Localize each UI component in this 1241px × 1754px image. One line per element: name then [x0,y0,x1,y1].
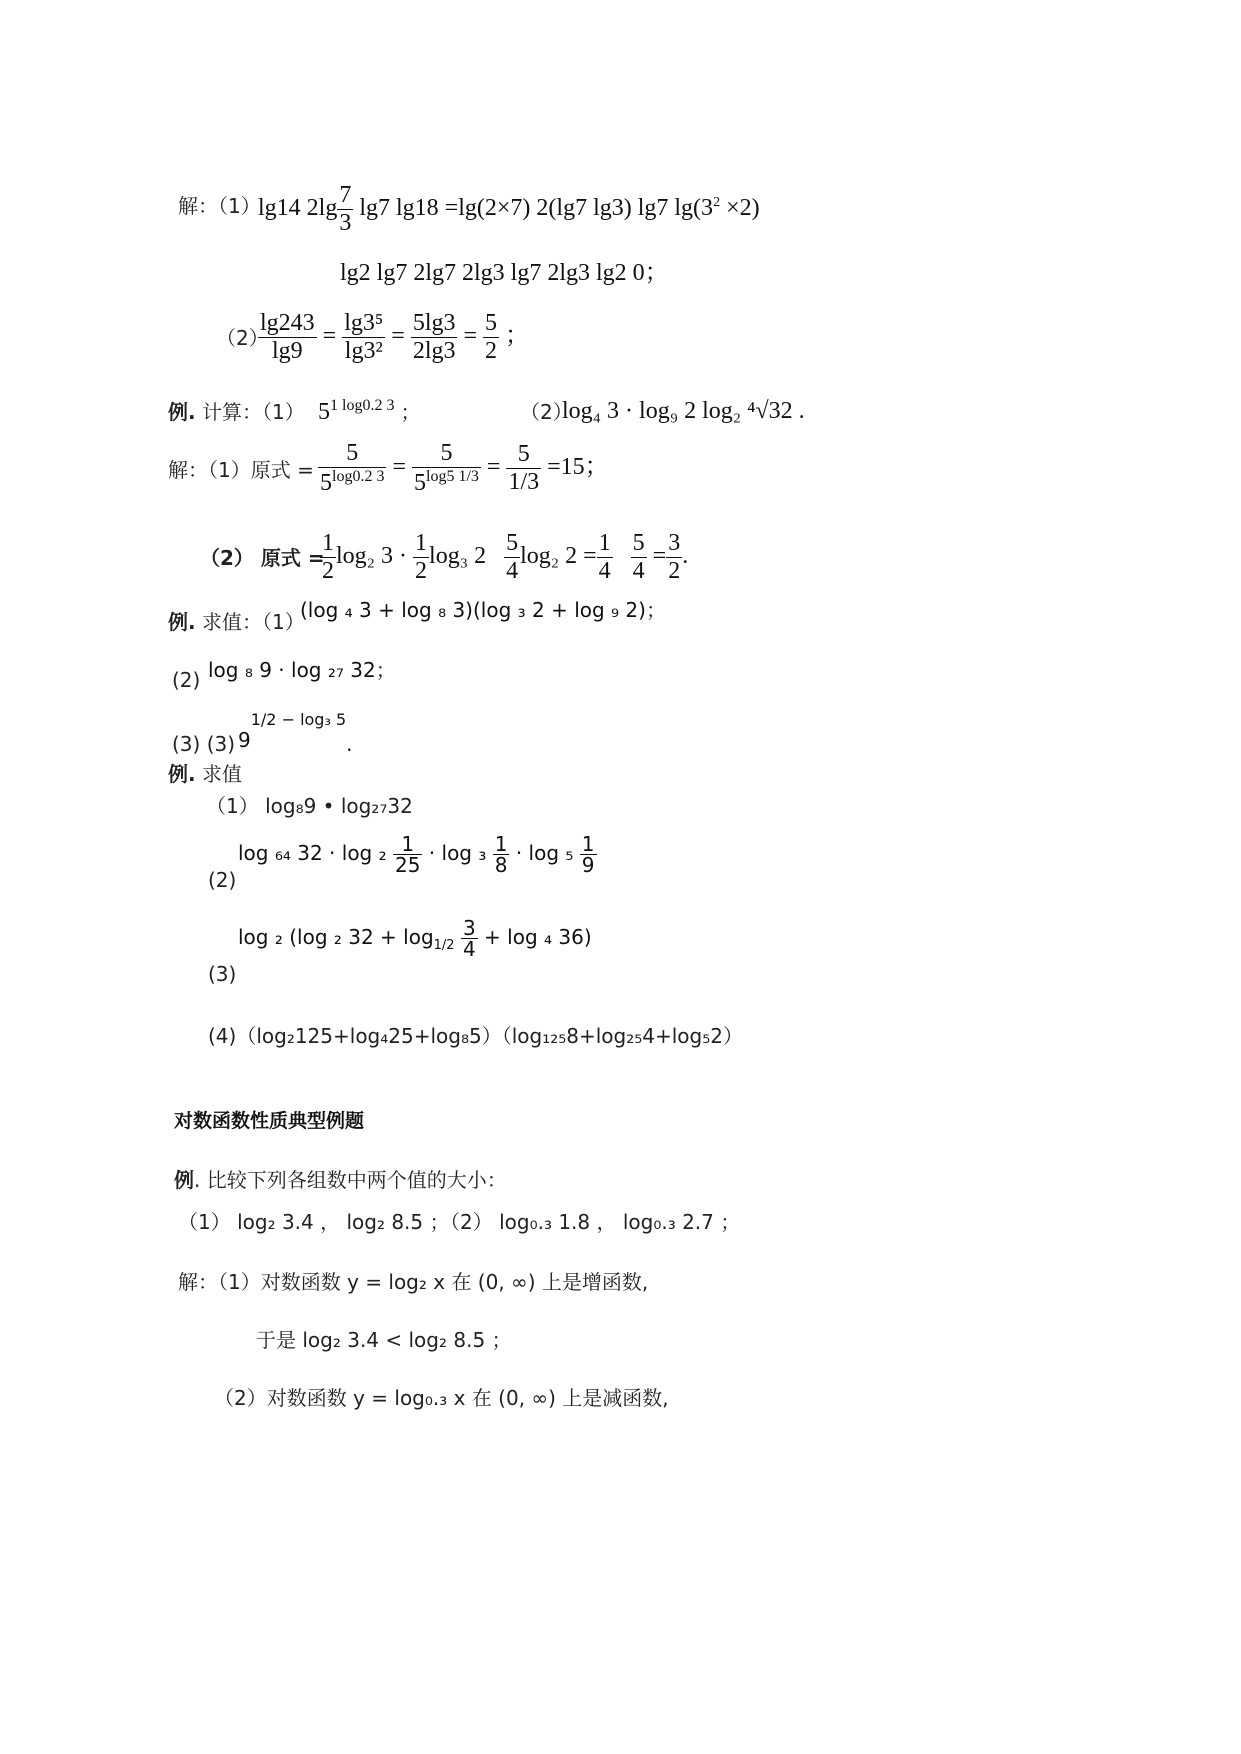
numerator: lg243 [260,310,315,336]
denominator: $5^{log0.2 3}$ [320,468,385,496]
expr-part: lg14 2lg [258,195,338,222]
solution3-label: 解：（1）原式 = [168,458,314,482]
item-1: （1） log₈9 • log₂₇32 [206,794,413,818]
numerator: 5 [412,440,481,468]
example-4 [174,1170,507,1190]
example-1-expr2: log₄ 3 · log₉ 2 log₂ ⁴√32 . [562,398,805,424]
denominator: lg9 [272,338,303,364]
denominator: $5^{log5 1/3}$ [414,468,479,496]
numerator: 5 [506,441,541,469]
example-2-p2-expr: log ₈ 9 · log ₂₇ 32； [208,658,396,682]
denominator: 3 [339,210,352,236]
compare-solution-3: （2）对数函数 y = log₀.₃ x 在 (0, ∞) 上是减函数, [214,1386,669,1410]
numerator: 5 [318,440,386,468]
fraction: $\frac{3}{2}$ [668,530,681,584]
denominator: 2lg3 [412,338,456,364]
exponent: 1 log0.2 3 [330,397,395,414]
example-text: . 比较下列各组数中两个值的大小： [194,1168,507,1192]
example-text: 计算：（1） [201,400,305,424]
section-title: 对数函数性质典型例题 [174,1110,365,1132]
compare-part-2: （2） log₀.₃ 1.8 ， log₀.₃ 2.7 ； [440,1210,741,1234]
denominator: 1/3 [508,469,540,495]
example-2-p3-label: (3) (3) [172,732,236,756]
semicolon: ； [505,323,530,350]
compare-part-1: （1） log₂ 3.4 ， log₂ 8.5 ； [178,1210,450,1234]
example-text: 求值 [201,762,242,786]
term: log₂ 3 · [336,543,408,570]
fraction [506,441,541,496]
item-2-label: (2) [208,868,237,892]
fraction [337,182,353,237]
solution4-expr: $\frac{1}{2}$ log₂ 3 · $\frac{1}{2}$ log₃ 2 $\frac{5}{4}$ log₂ 2 = $\frac{1}{4}$ $\frac{5}{4}$ = $\frac{3}{2}$ . [322,530,689,584]
numerator: lg3⁵ [344,310,384,336]
solution-label: 解：（1） [178,194,261,218]
fraction [483,310,499,365]
item-3-label: (3) [208,962,237,986]
fraction [411,310,458,365]
solution-line-2: lg2 lg7 2lg7 2lg3 lg7 2lg3 lg2 0； [340,260,669,286]
numerator: 5lg3 [412,310,456,336]
compare-solution-2: 于是 log₂ 3.4 < log₂ 8.5 ； [256,1328,512,1352]
item-4: (4)（log₂125+log₄25+log₈5）（log₁₂₅8+log₂₅4+log₅2） [208,1024,743,1048]
denominator: lg3² [344,338,383,364]
fraction [318,440,386,497]
example-1 [168,402,305,422]
fraction: $\frac{1}{2}$ [322,530,334,584]
example-1-part2-label: （2） [520,400,573,424]
solution2-label: （2） [216,326,269,350]
fraction [342,310,385,365]
example-2 [168,612,305,632]
example-tag: 例. [168,400,196,424]
numerator: 7 [339,182,352,208]
expr-part: lg7 lg18 =lg(2×7) 2(lg7 lg3) lg7 $\lg(3^2 \times 2)$ [353,195,760,222]
denominator: 2 [485,338,498,364]
result: 15； [560,454,609,481]
example-tag: 例. [168,762,196,786]
base: 5 [318,399,330,425]
fraction: $\frac{1}{4}$ [598,530,611,584]
item-2-expr: log ₆₄ 32 · log ₂ $\frac{1}{25}$ · log ₃ $\frac{1}{8}$ · log ₅ $\frac{1}{9}$ [238,832,595,877]
numerator: 5 [485,310,498,336]
solution-line-1 [258,182,760,237]
example-2-p2-label: (2) [172,668,201,692]
term: log₃ 2 [429,543,487,570]
fraction: $\frac{5}{4}$ [506,530,519,584]
example-tag: 例. [168,610,196,634]
semicolon: ； [400,400,421,424]
example-3 [168,764,242,784]
term: log₂ 2 [520,543,578,570]
solution2-expr: $\frac{\lg 243}{\lg 9}$ = $\frac{\text{lg3⁵}}{\text{lg3²}}$ = $\frac{5\lg 3}{2\lg 3}$ = $\frac{5}{2}$ ； [260,310,530,364]
example-tag: 例 [174,1168,194,1192]
example-2-expr: (log ₄ 3 + log ₈ 3)(log ₃ 2 + log ₉ 2)； [300,598,666,622]
solution3-expr: $\frac{5}{5^{log0.2 3}}$ = $\frac{5}{5^{log5 1/3}}$ = $\frac{5}{1/3}$ =15； [320,440,609,496]
fraction [412,440,481,497]
fraction: $\frac{5}{4}$ [632,530,645,584]
fraction: $\frac{1}{2}$ [415,530,428,584]
example-1-expr1 [318,396,420,426]
fraction [258,310,317,365]
item-3-expr: log ₂ (log ₂ $32 + \log_{1/2}$ $\frac{3}{4}$ + log ₄ 36) [238,916,592,961]
example-text: 求值：（1） [201,610,305,634]
example-2-p3-expr: $9^{1/2 - log_3 5}$. [238,710,353,756]
compare-solution-1: 解：（1）对数函数 y = log₂ x 在 (0, ∞) 上是增函数, [178,1270,649,1294]
solution4-label: （2） 原式 = [200,546,325,570]
